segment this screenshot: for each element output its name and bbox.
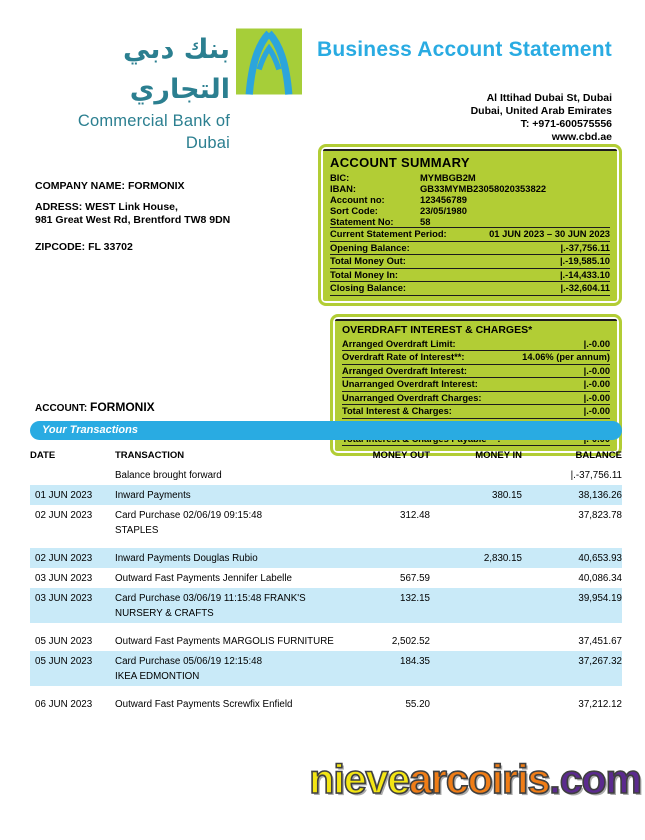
summary-field-sort-code: Sort Code: 23/05/1980 [330,205,467,216]
balance-value: |.-37,756.11 [570,470,622,481]
money-in-value [430,655,522,683]
balance-value: 38,136.26 [578,490,622,501]
money-out-value [335,469,430,482]
balance-value: 37,212.12 [578,699,622,710]
transaction-date: 02 JUN 2023 [35,553,93,564]
account-summary-box [318,144,622,306]
money-out-value: 2,502.52 [391,636,430,647]
money-out-value: 312.48 [400,510,430,521]
overdraft-row: Arranged Overdraft Limit: |.-0.00 [342,338,610,349]
account-name: FORMONIX [90,400,155,414]
bank-website: www.cbd.ae [551,131,612,143]
transactions-header-row [30,440,622,465]
money-out-value: 55.20 [405,699,430,710]
document-title: Business Account Statement [317,38,612,61]
balance-value: 37,267.32 [578,656,622,667]
money-in-value [430,635,522,648]
transaction-date: 02 JUN 2023 [35,510,93,521]
transaction-date: 05 JUN 2023 [35,656,93,667]
money-in-value: 2,830.15 [483,553,522,564]
money-in-value [430,509,522,537]
transaction-description: Card Purchase 05/06/19 12:15:48 IKEA EDMONTION [115,656,263,682]
transaction-row [30,588,622,623]
col-header-money-out: MONEY OUT [372,450,430,461]
bank-logo [30,28,302,154]
summary-field-iban: IBAN: GB33MYMB23058020353822 [330,183,547,194]
transactions-bar: Your Transactions [30,421,622,440]
overdraft-row: Total Interest & Charges: |.-0.00 [342,406,610,417]
transaction-row [30,568,622,588]
bank-logo-text [30,28,230,154]
summary-money-out-row: Total Money Out: |.-19,585.10 [330,255,610,266]
overdraft-row: Overdraft Rate of Interest**: 14.06% (per annum) [342,352,610,363]
money-out-value: 184.35 [400,656,430,667]
bank-address-line: Al Ittihad Dubai St, Dubai [486,92,612,104]
money-out-value: 567.59 [400,573,430,584]
transaction-row [30,485,622,505]
transaction-row [30,694,622,714]
money-in-value: 380.15 [492,490,522,501]
money-out-value: 132.15 [400,593,430,604]
transaction-description: Outward Fast Payments MARGOLIS FURNITURE [115,636,334,647]
col-header-money-in: MONEY IN [475,450,522,461]
transactions-section [30,400,622,714]
transaction-row [30,548,622,568]
watermark-part1: nieve [309,756,410,802]
col-header-balance: BALANCE [575,450,622,461]
col-header-transaction: TRANSACTION [115,450,185,461]
transaction-row [30,651,622,686]
transaction-date: 05 JUN 2023 [35,636,93,647]
transaction-date: 06 JUN 2023 [35,699,93,710]
money-out-value [335,552,430,565]
summary-field-statement-no: Statement No: 58 [330,216,431,227]
overdraft-row: Unarranged Overdraft Interest: |.-0.00 [342,379,610,390]
company-address-line2: 981 Great West Rd, Brentford TW8 9DN [35,214,231,226]
balance-value: 37,451.67 [578,636,622,647]
bank-phone: T: +971-600575556 [520,118,612,130]
summary-money-in-row: Total Money In: |.-14,433.10 [330,268,610,280]
overdraft-title: OVERDRAFT INTEREST & CHARGES* [342,323,533,336]
bank-name-arabic: بنك دبي التجاري [122,34,230,105]
transaction-date: 03 JUN 2023 [35,593,93,604]
company-name-line: COMPANY NAME: FORMONIX [35,180,185,192]
money-in-value [430,698,522,711]
company-info-block [35,180,230,254]
money-in-value [430,592,522,620]
transaction-date: 03 JUN 2023 [35,573,93,584]
col-header-date: DATE [30,450,56,461]
bank-address-block [471,92,612,144]
summary-opening-balance-row: Opening Balance: |.-37,756.11 [330,241,610,253]
summary-field-account-no: Account no: 123456789 [330,194,467,205]
bank-name-english: Commercial Bank of Dubai [77,112,230,152]
bank-arch-icon [236,28,302,95]
money-in-value [430,469,522,482]
transaction-description: Card Purchase 03/06/19 11:15:48 FRANK'S NURSERY & CRAFTS [115,593,306,619]
transaction-row [30,505,622,540]
balance-value: 40,086.34 [578,573,622,584]
transaction-description: Card Purchase 02/06/19 09:15:48 STAPLES [115,510,263,536]
summary-closing-balance-row: Closing Balance: |.-32,604.11 [330,281,610,296]
company-zipcode-line: ZIPCODE: FL 33702 [35,241,133,253]
transaction-description: Inward Payments [115,490,191,501]
transaction-row [30,631,622,651]
account-summary-title: ACCOUNT SUMMARY [330,155,470,170]
summary-field-bic: BIC: MYMBGB2M [330,172,476,183]
overdraft-row: Unarranged Overdraft Charges: |.-0.00 [342,392,610,403]
transaction-description: Outward Fast Payments Jennifer Labelle [115,573,292,584]
site-watermark [309,756,641,803]
transaction-date: 01 JUN 2023 [35,490,93,501]
money-out-value [335,489,430,502]
transaction-description: Balance brought forward [115,470,222,481]
balance-value: 40,653.93 [578,553,622,564]
transaction-description: Inward Payments Douglas Rubio [115,553,258,564]
transaction-description: Outward Fast Payments Screwfix Enfield [115,699,293,710]
company-address-line1: ADRESS: WEST Link House, [35,201,178,213]
summary-period-row: Current Statement Period: 01 JUN 2023 – 30 JUN 2023 [330,228,610,239]
account-line [35,400,622,414]
transaction-row [30,465,622,485]
transaction-date [30,469,115,482]
account-label: ACCOUNT: [35,403,90,414]
balance-value: 37,823.78 [578,510,622,521]
watermark-part2: arcoiris [409,756,550,802]
overdraft-row: Arranged Overdraft Interest: |.-0.00 [342,365,610,376]
money-in-value [430,572,522,585]
watermark-part3: .com [549,756,641,802]
balance-value: 39,954.19 [578,593,622,604]
bank-address-line: Dubai, United Arab Emirates [470,105,612,117]
